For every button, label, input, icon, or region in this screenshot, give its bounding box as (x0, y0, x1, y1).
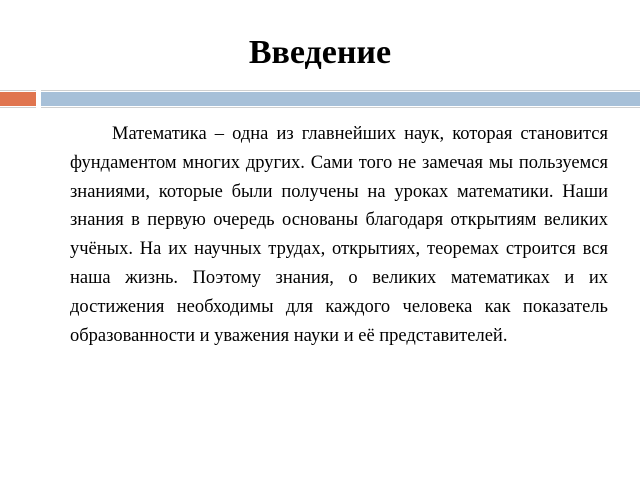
slide-body-text: Математика – одна из главнейших наук, которая становится фундаментом многих других. Сами того не замечая мы пользуемся знаниями, которые были получены на уроках математики. Наши знания в первую очередь основаны благодаря открытиям великих учёных. На их научных трудах, открытиях, теоремах строится вся наша жизнь. Поэтому знания, о великих математиках и их достижения необходимы для каждого человека как показатель образованности и уважения науки и её представителей. (70, 124, 608, 346)
accent-bar-orange (0, 90, 36, 108)
accent-bar-blue-fill (41, 92, 640, 106)
slide-title: Введение (248, 34, 392, 71)
accent-bar-blue (41, 90, 640, 108)
accent-bar-orange-fill (0, 92, 36, 106)
